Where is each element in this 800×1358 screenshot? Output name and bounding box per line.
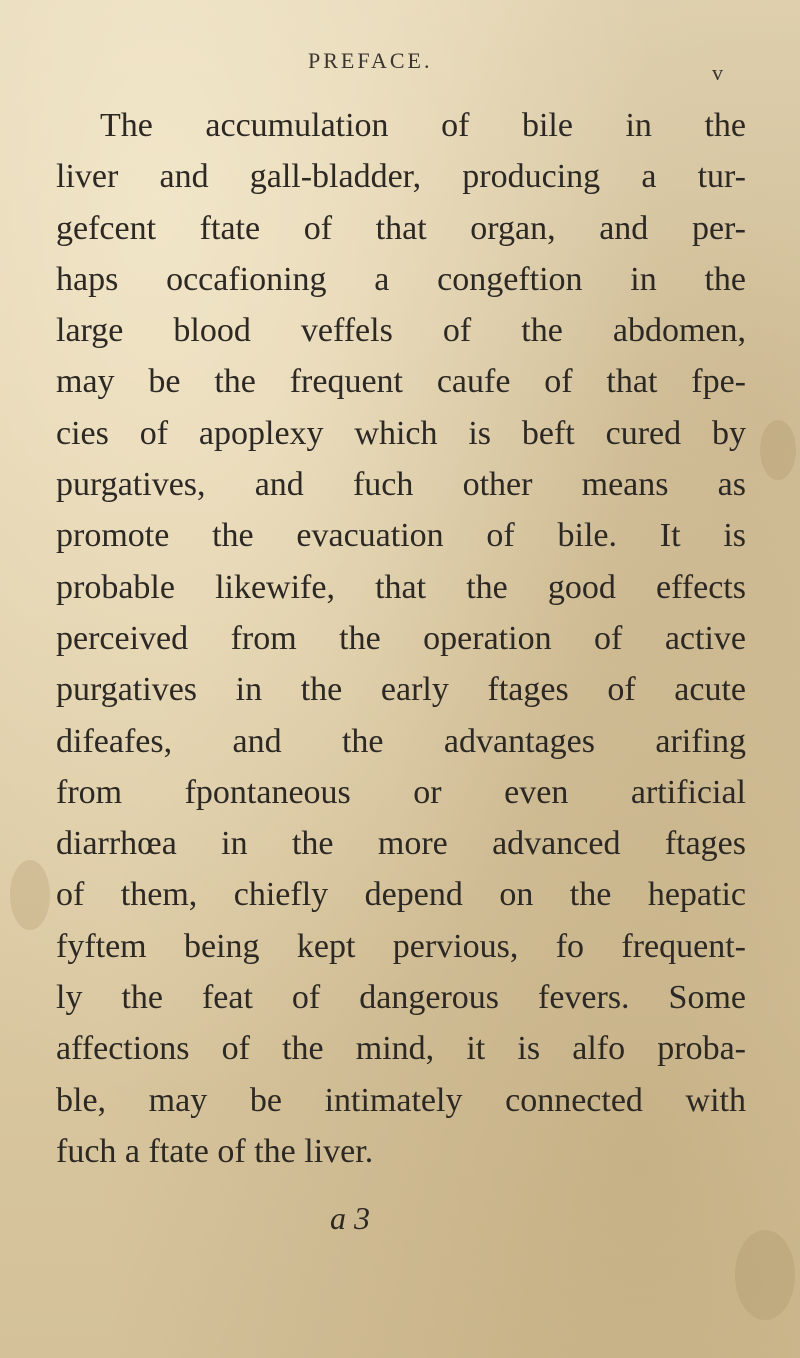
text-line: probable likewife, that the good effects (56, 568, 746, 606)
text-line: liver and gall-bladder, producing a tur- (56, 158, 746, 196)
text-line: promote the evacuation of bile. It is (56, 517, 746, 555)
text-line: fuch a ftate of the liver. (56, 1132, 374, 1170)
foxing-spot (735, 1230, 795, 1320)
text-line: fyftem being kept pervious, fo frequent- (56, 927, 746, 965)
text-line: ble, may be intimately connected with (56, 1081, 746, 1119)
foxing-spot (10, 860, 50, 930)
text-line: of them, chiefly depend on the hepatic (56, 876, 746, 914)
body-paragraph (56, 100, 746, 1177)
text-line: ly the feat of dangerous fevers. Some (56, 979, 746, 1017)
text-line: from fpontaneous or even artificial (56, 773, 746, 811)
text-line: purgatives, and fuch other means as (56, 466, 746, 504)
text-line: The accumulation of bile in the (100, 107, 746, 144)
text-line: haps occafioning a congeftion in the (56, 260, 746, 298)
text-line: gefcent ftate of that organ, and per- (56, 209, 746, 247)
text-line: affections of the mind, it is alfo proba- (56, 1030, 746, 1068)
foxing-spot (760, 420, 796, 480)
running-title: PREFACE. (308, 48, 433, 73)
page-header (0, 48, 800, 88)
text-line: cies of apoplexy which is beft cured by (56, 414, 746, 452)
page-number: v (712, 60, 723, 85)
text-line: diarrhœa in the more advanced ftages (56, 825, 746, 863)
text-line: difeafes, and the advantages arifing (56, 722, 746, 760)
text-line: perceived from the operation of active (56, 619, 746, 657)
text-line: purgatives in the early ftages of acute (56, 671, 746, 709)
text-line: may be the frequent caufe of that fpe- (56, 363, 746, 401)
signature-mark: a 3 (330, 1200, 370, 1236)
text-line: large blood veffels of the abdomen, (56, 312, 746, 350)
